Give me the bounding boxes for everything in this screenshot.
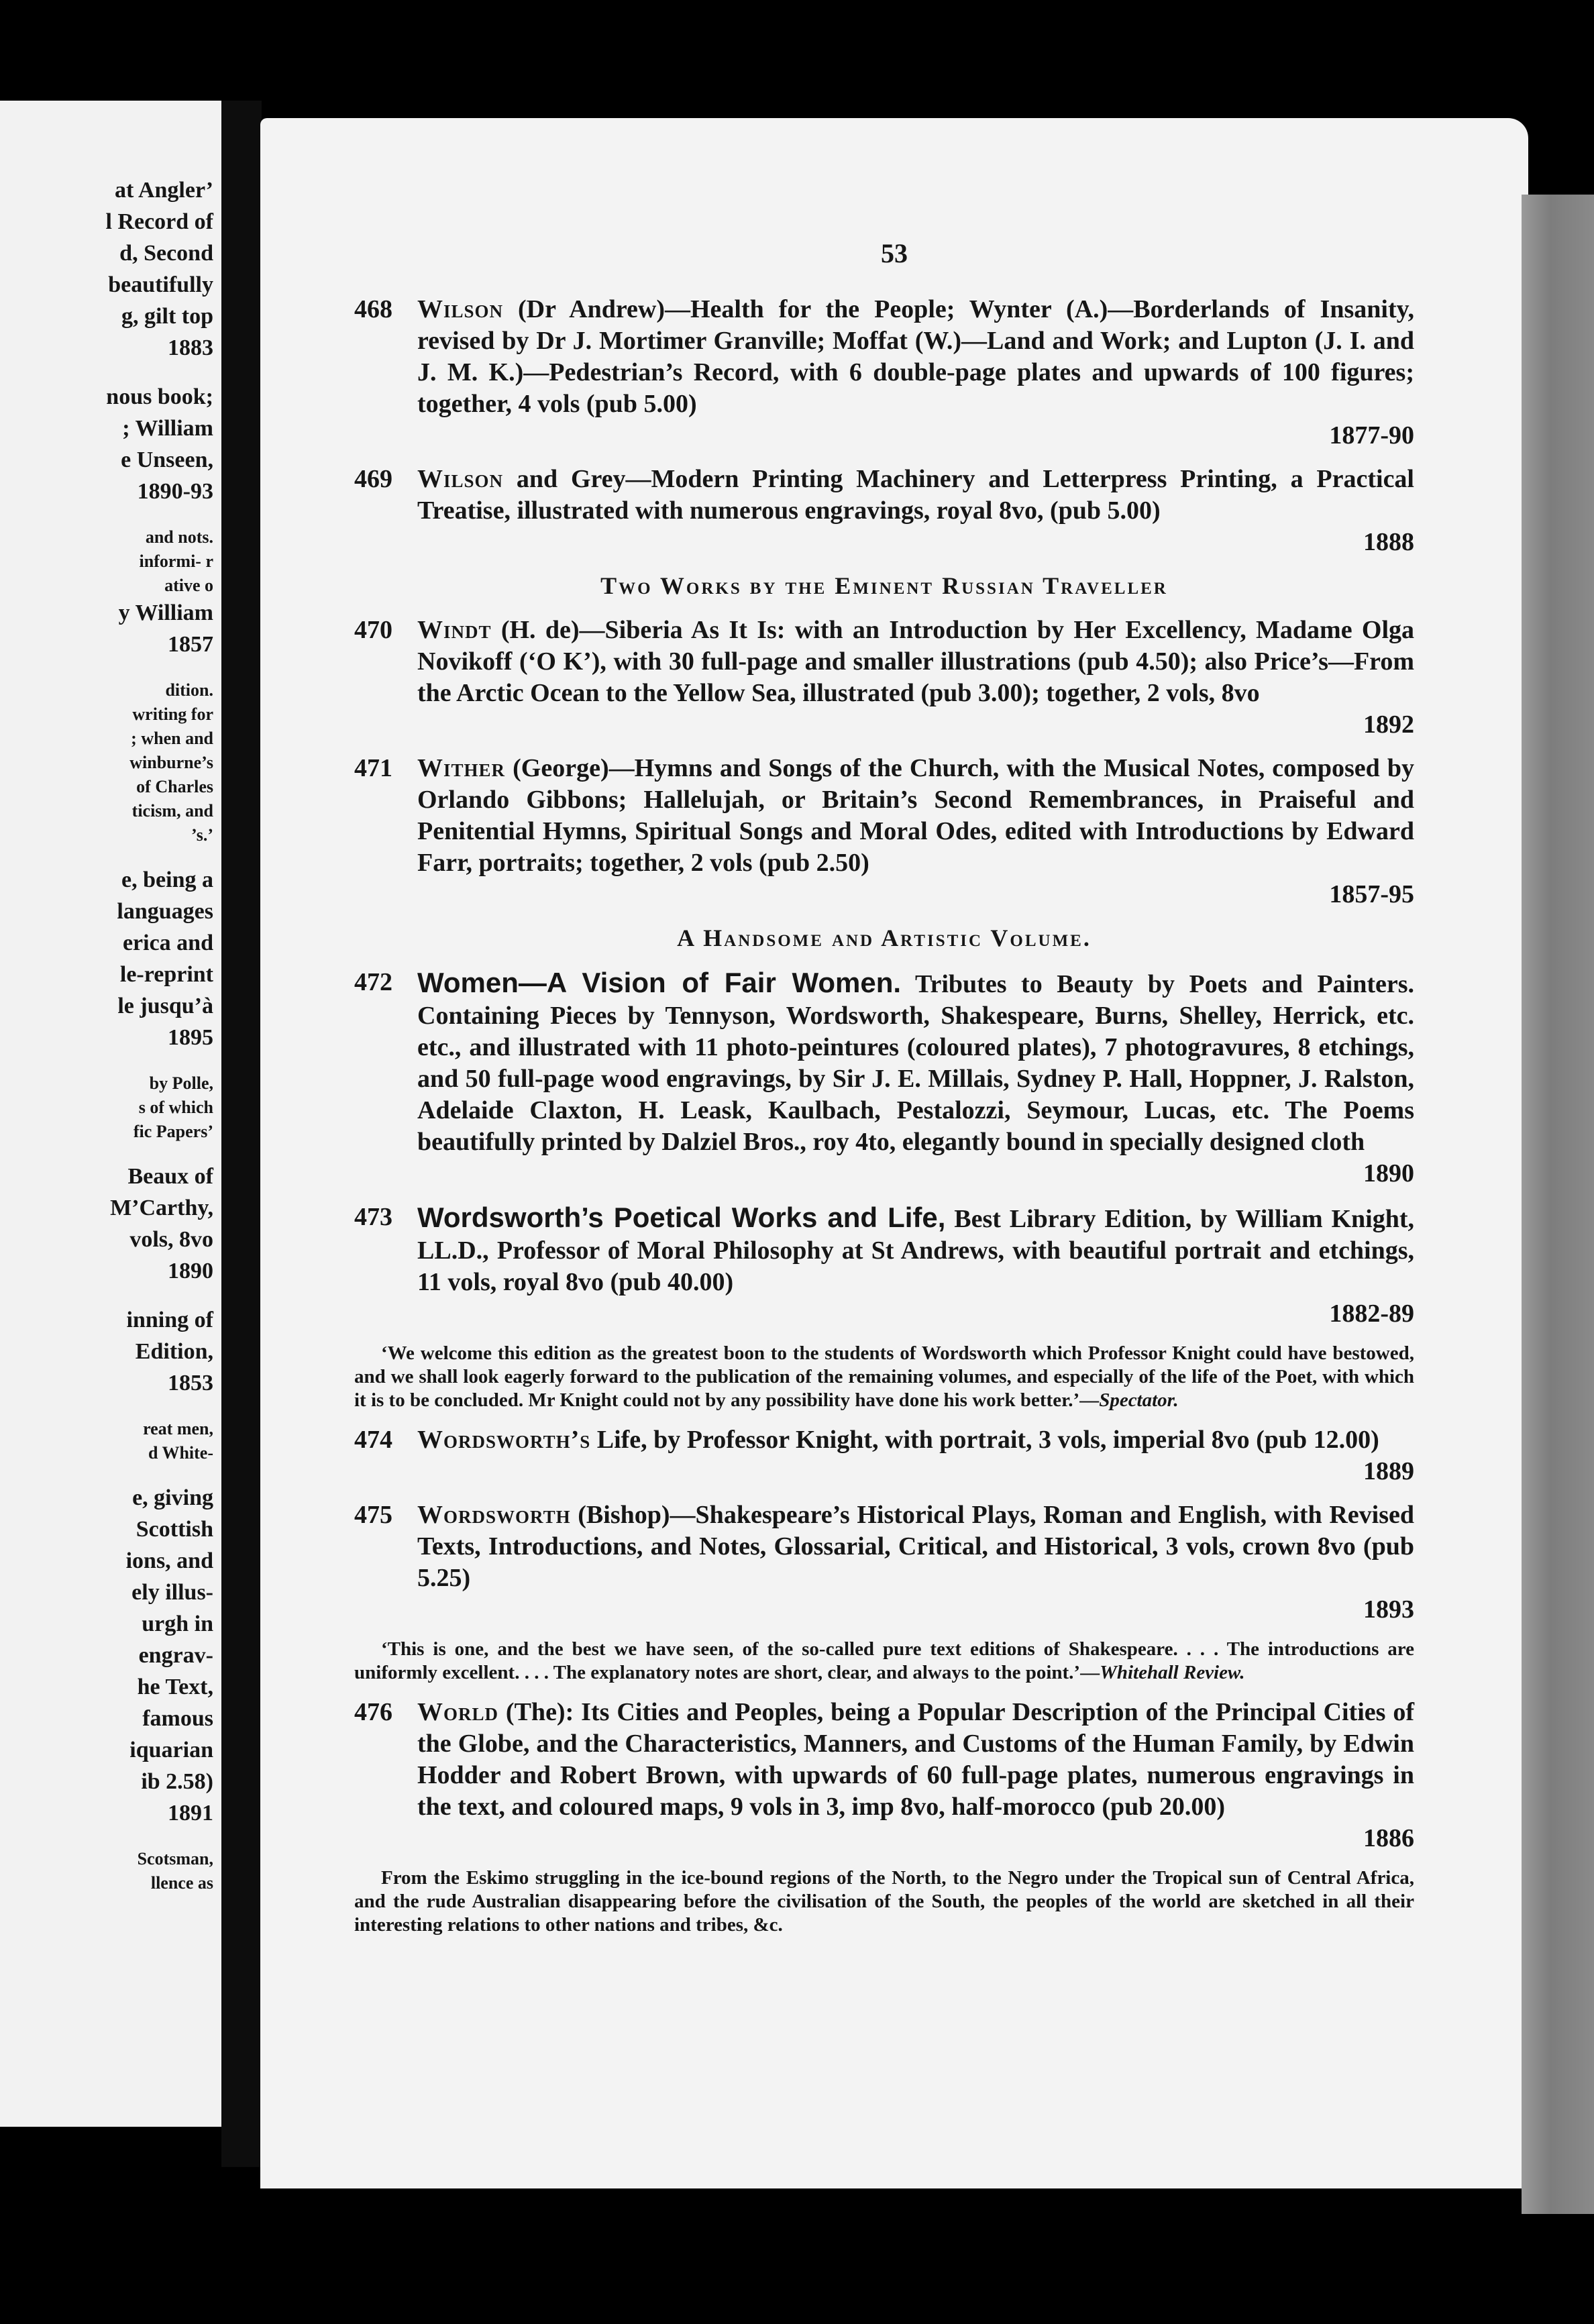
left-page-line: writing for <box>132 704 213 724</box>
entry-text: and Grey—Modern Printing Machinery and Letterpress Printing, a Practical Treatise, illustrated with numerous engravings, royal 8vo, (pub 5.00) <box>417 465 1414 525</box>
left-page-line: informi- r <box>139 551 213 571</box>
left-page-line: e Unseen, <box>121 447 213 472</box>
left-page-line: 1895 <box>168 1025 213 1050</box>
left-page-line: urgh in <box>142 1612 213 1636</box>
entry-list <box>354 294 1414 1949</box>
quote-source: Whitehall Review. <box>1100 1662 1245 1683</box>
quote-text: ‘We welcome this edition as the greatest boon to the students of Wordsworth which Professor Knight could have bestowed, and we shall look eagerly forward to the publication of the remaining volumes, and especially of the life of the Poet, with which it is to be concluded. Mr Knight could not by any possibility have done his work better.’— <box>354 1342 1414 1411</box>
entry-author: Wilson <box>417 295 504 323</box>
left-page-line: e, giving <box>132 1485 213 1510</box>
left-page-line: e, being a <box>121 867 213 892</box>
entry-year: 1882-89 <box>1329 1300 1414 1328</box>
left-page-line: languages <box>117 899 213 924</box>
entry-year: 1877-90 <box>1329 421 1414 450</box>
quote-source: Spectator. <box>1099 1389 1179 1411</box>
left-page-line: reat men, <box>143 1419 213 1438</box>
entry-469 <box>354 464 1414 558</box>
entry-text: Best Library Edition, by William Knight, LL.D., Professor of Moral Philosophy at St Andrews, with beautiful portrait and etchings, 11 vols, royal 8vo (pub 40.00) <box>417 1205 1414 1296</box>
left-page-line: Edition, <box>135 1339 213 1364</box>
entry-text: Life, by Professor Knight, with portrait, 3 vols, imperial 8vo (pub 12.00) <box>590 1426 1379 1454</box>
left-page-line: le-reprint <box>119 962 213 987</box>
left-page-line: famous <box>142 1706 213 1731</box>
entry-number: 472 <box>354 968 392 996</box>
entry-year: 1893 <box>1363 1595 1414 1624</box>
entry-year: 1889 <box>1363 1457 1414 1485</box>
left-page-line: and nots. <box>145 527 213 547</box>
entry-number: 471 <box>354 754 392 782</box>
entry-number: 476 <box>354 1698 392 1726</box>
review-quote <box>354 1342 1414 1412</box>
left-page-line: dition. <box>165 680 213 700</box>
entry-471 <box>354 753 1414 910</box>
catalogue-page <box>260 118 1528 2188</box>
entry-title: Wordsworth’s Poetical Works and Life, <box>417 1202 946 1233</box>
left-page-line: ticism, and <box>131 801 213 821</box>
entry-title: Women—A Vision of Fair Women. <box>417 967 902 998</box>
entry-text: (Dr Andrew)—Health for the People; Wynter (A.)—Borderlands of Insanity, revised by Dr J. Mortimer Granville; Moffat (W.)—Land and Work; and Lupton (J. I. and J. M. K.)—Pedestrian’s Record, with 6 double-page plates and upwards of 100 figures; together, 4 vols (pub 5.00) <box>417 295 1414 418</box>
entry-year: 1888 <box>1363 528 1414 556</box>
entry-476 <box>354 1697 1414 1854</box>
left-page-line: fic Papers’ <box>133 1122 213 1141</box>
entry-author: Wordsworth <box>417 1501 571 1529</box>
entry-473 <box>354 1202 1414 1330</box>
entry-year: 1886 <box>1363 1824 1414 1852</box>
entry-468 <box>354 294 1414 452</box>
left-page-line: he Text, <box>137 1675 213 1699</box>
quote-text: ‘This is one, and the best we have seen, of the so-called pure text editions of Shakespeare. . . . The introductions are uniformly excellent. . . . The explanatory notes are short, clear, and always to the point.’— <box>354 1638 1414 1683</box>
left-page-line: inning of <box>126 1308 213 1332</box>
entry-text: (George)—Hymns and Songs of the Church, with the Musical Notes, composed by Orlando Gibbons; Hallelujah, or Britain’s Second Remembrances, in Praiseful and Penitential Hymns, Spiritual Songs and Moral Odes, edited with Introductions by Edward Farr, portraits; together, 2 vols (pub 2.50) <box>417 754 1414 877</box>
left-page-line: ative o <box>164 576 213 595</box>
entry-text: Tributes to Beauty by Poets and Painters. Containing Pieces by Tennyson, Wordsworth, Shakespeare, Burns, Shelley, Herrick, etc. etc., and illustrated with 11 photo-peintures (coloured plates), 7 photogravures, 8 etchings, and 50 full-page wood engravings, by Sir J. E. Millais, Sydney P. Hall, Hoppner, J. Ralston, Adelaide Claxton, H. Leask, Kaulbach, Pestalozzi, Seymour, Lucas, etc. The Poems beautifully printed by Dalziel Bros., roy 4to, elegantly bound in specially designed cloth <box>417 970 1415 1156</box>
entry-author: Wordsworth’s <box>417 1426 591 1454</box>
review-quote <box>354 1638 1414 1685</box>
left-page-line: 1883 <box>168 335 213 360</box>
left-page-line: Beaux of <box>127 1164 213 1189</box>
left-page-line: 1857 <box>168 632 213 657</box>
left-page-line: d White- <box>148 1443 213 1463</box>
entry-author: Wither <box>417 754 506 782</box>
entry-475 <box>354 1499 1414 1626</box>
left-page-line: llence as <box>150 1873 213 1893</box>
left-page-line: of Charles <box>136 777 213 796</box>
left-page-line: Scotsman, <box>137 1849 213 1868</box>
page-edge-shadow <box>1522 195 1594 2214</box>
entry-number: 475 <box>354 1501 392 1529</box>
entry-number: 470 <box>354 616 392 644</box>
left-page-line: Scottish <box>136 1517 213 1542</box>
left-page-line: s of which <box>138 1098 213 1117</box>
page-number: 53 <box>881 238 908 268</box>
left-page-line: ; when and <box>131 729 213 748</box>
left-page-line: d, Second <box>119 241 213 266</box>
entry-text: (The): Its Cities and Peoples, being a Popular Description of the Principal Cities of the Globe, and the Characteristics, Manners, and Customs of the Human Family, by Edwin Hodder and Robert Brown, with upwards of 60 full-page plates, numerous engravings in the text, and coloured maps, 9 vols in 3, imp 8vo, half-morocco (pub 20.00) <box>417 1698 1414 1821</box>
left-page-line: 1891 <box>168 1801 213 1826</box>
left-page-line: le jusqu’à <box>117 994 213 1018</box>
section-heading: Two Works by the Eminent Russian Traveller <box>600 572 1168 599</box>
left-page-line: vols, 8vo <box>129 1227 213 1252</box>
left-page-line: 1890-93 <box>137 479 213 504</box>
left-page-line: erica and <box>122 931 213 955</box>
left-page-line: nous book; <box>106 384 213 409</box>
left-page-line: M’Carthy, <box>110 1196 213 1220</box>
left-page-line: beautifully <box>108 272 213 297</box>
entry-author: Windt <box>417 616 492 644</box>
entry-text: (H. de)—Siberia As It Is: with an Introduction by Her Excellency, Madame Olga Novikoff (‘O K’), with 30 full-page and smaller illustrations (pub 4.50); also Price’s—From the Arctic Ocean to the Yellow Sea, illustrated (pub 3.00); together, 2 vols, 8vo <box>417 616 1414 707</box>
left-page-line: winburne’s <box>129 753 213 772</box>
left-page-line: at Angler’ <box>115 178 213 203</box>
left-page-line: 1890 <box>168 1259 213 1283</box>
entry-year: 1857-95 <box>1329 880 1414 908</box>
entry-year: 1890 <box>1363 1159 1414 1187</box>
left-page-line: iquarian <box>129 1738 213 1762</box>
left-page-line: by Polle, <box>149 1073 213 1093</box>
left-page-line: l Record of <box>105 209 213 234</box>
entry-number: 468 <box>354 295 392 323</box>
left-page-line: ib 2.58) <box>141 1769 213 1794</box>
left-page-fragment <box>0 101 221 2127</box>
section-heading: A Handsome and Artistic Volume. <box>677 925 1092 951</box>
entry-number: 474 <box>354 1426 392 1454</box>
left-page-line: ; William <box>122 416 213 441</box>
left-page-line: ions, and <box>125 1548 213 1573</box>
description-quote: From the Eskimo struggling in the ice-bound regions of the North, to the Negro under the Tropical sun of Central Africa, and the rude Australian disappearing before the civilisation of the South, the peoples of the world are sketched in all their interesting relations to other nations and tribes, &c. <box>354 1867 1414 1936</box>
entry-text: (Bishop)—Shakespeare’s Historical Plays, Roman and English, with Revised Texts, Introductions, and Notes, Glossarial, Critical, and Historical, 3 vols, crown 8vo (pub 5.25) <box>417 1501 1414 1592</box>
entry-472 <box>354 967 1414 1190</box>
entry-number: 469 <box>354 465 392 493</box>
left-page-line: y William <box>118 600 213 625</box>
entry-author: World <box>417 1698 499 1726</box>
left-page-line: g, gilt top <box>121 304 213 329</box>
left-page-line: ’s.’ <box>191 825 213 845</box>
entry-470 <box>354 615 1414 741</box>
left-page-line: 1853 <box>168 1371 213 1395</box>
entry-number: 473 <box>354 1203 392 1231</box>
left-page-line: ely illus- <box>131 1580 213 1605</box>
entry-474 <box>354 1424 1414 1487</box>
book-gutter <box>221 101 262 2167</box>
left-page-line: engrav- <box>138 1643 213 1668</box>
entry-author: Wilson <box>417 465 504 493</box>
entry-year: 1892 <box>1363 710 1414 739</box>
